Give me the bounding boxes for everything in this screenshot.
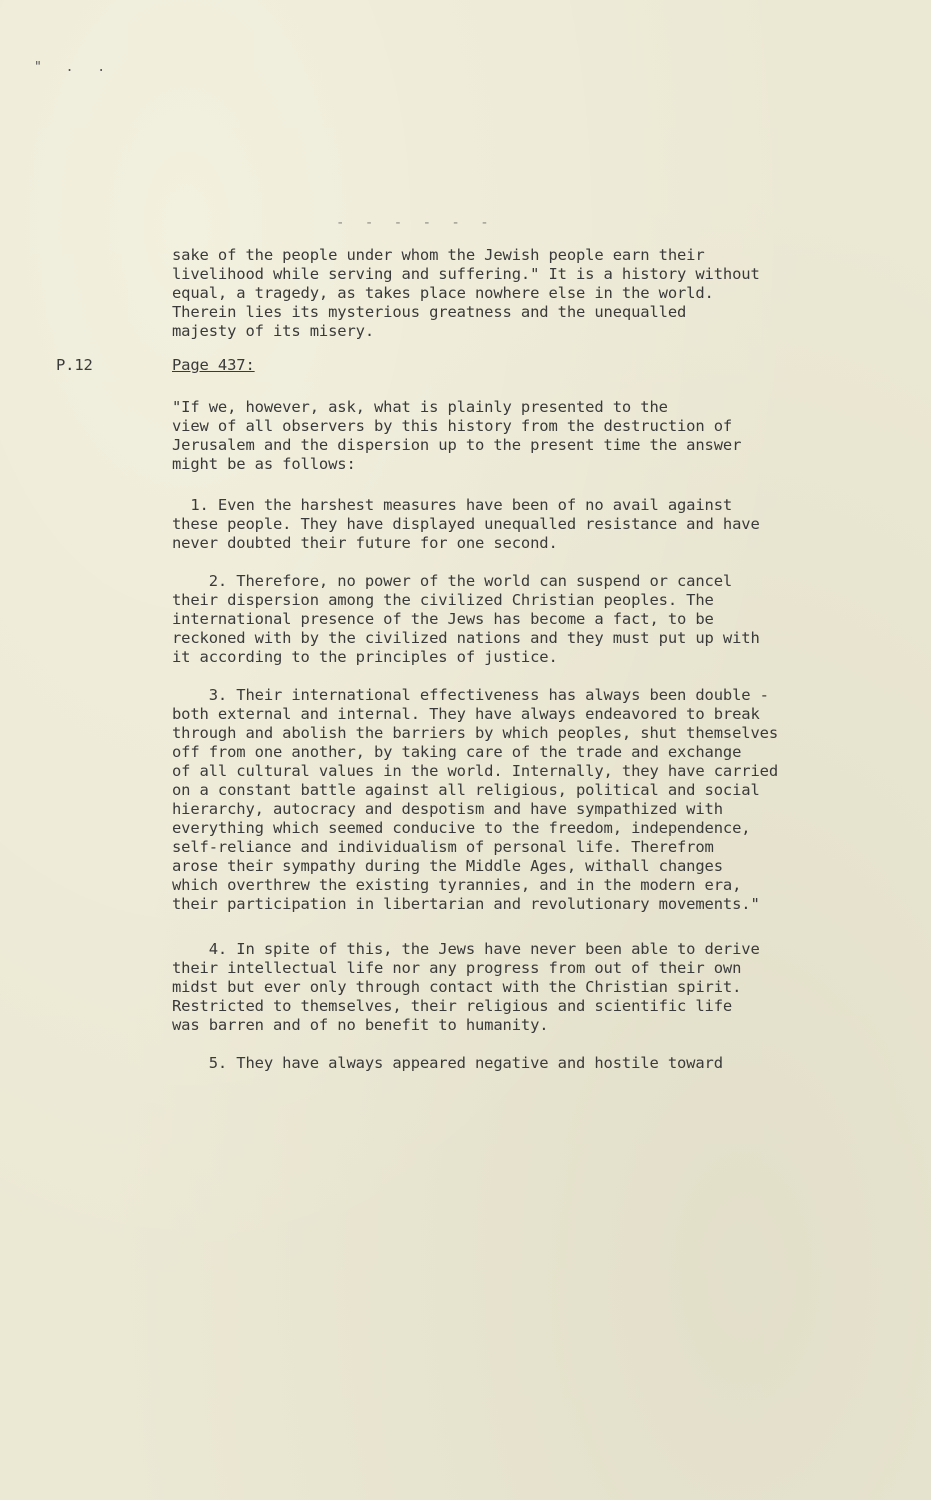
paragraph-point-2: 2. Therefore, no power of the world can suspend or cancel their dispersion among the civilized Christian peoples. The international presence of the Jews has become a fact, to be reckoned with by the civilized nations and they must put up with it according to the principles of justice.	[172, 572, 760, 666]
page-reference: P.12	[56, 356, 93, 374]
paragraph-point-3: 3. Their international effectiveness has always been double - both external and internal. They have always endeavored to break through and abolish the barriers by which peoples, shut themselves off from one another, by taking care of the trade and exchange of all cultural values in the world. Internally, they have carried on a constant battle against all religious, political and social hierarchy, autocracy and despotism and have sympathized with everything which seemed conducive to the freedom, independence, self-reliance and individualism of personal life. Therefrom arose their sympathy during the Middle Ages, withall changes which overthrew the existing tyrannies, and in the modern era, their participation in libertarian and revolutionary movements."	[172, 686, 778, 913]
paragraph-continuation: sake of the people under whom the Jewish people earn their livelihood while serving and suffering." It is a history without equal, a tragedy, as takes place nowhere else in the world. Therein lies its mysterious greatness and the unequalled majesty of its misery.	[172, 246, 760, 340]
page-heading: Page 437:	[172, 356, 255, 374]
separator-dashes: - - - - - -	[336, 215, 495, 231]
paragraph-point-5: 5. They have always appeared negative and hostile toward	[172, 1054, 723, 1072]
paragraph-point-4: 4. In spite of this, the Jews have never been able to derive their intellectual life nor any progress from out of their own midst but ever only through contact with the Christian spirit. Restricted to themselves, their religious and scientific life was barren and of no benefit to humanity.	[172, 940, 760, 1034]
margin-marks: " . .	[34, 60, 114, 75]
paragraph-point-1: 1. Even the harshest measures have been of no avail against these people. They have displayed unequalled resistance and have never doubted their future for one second.	[172, 496, 760, 552]
paragraph-quote-intro: "If we, however, ask, what is plainly presented to the view of all observers by this history from the destruction of Jerusalem and the dispersion up to the present time the answer might be as follows:	[172, 398, 742, 473]
